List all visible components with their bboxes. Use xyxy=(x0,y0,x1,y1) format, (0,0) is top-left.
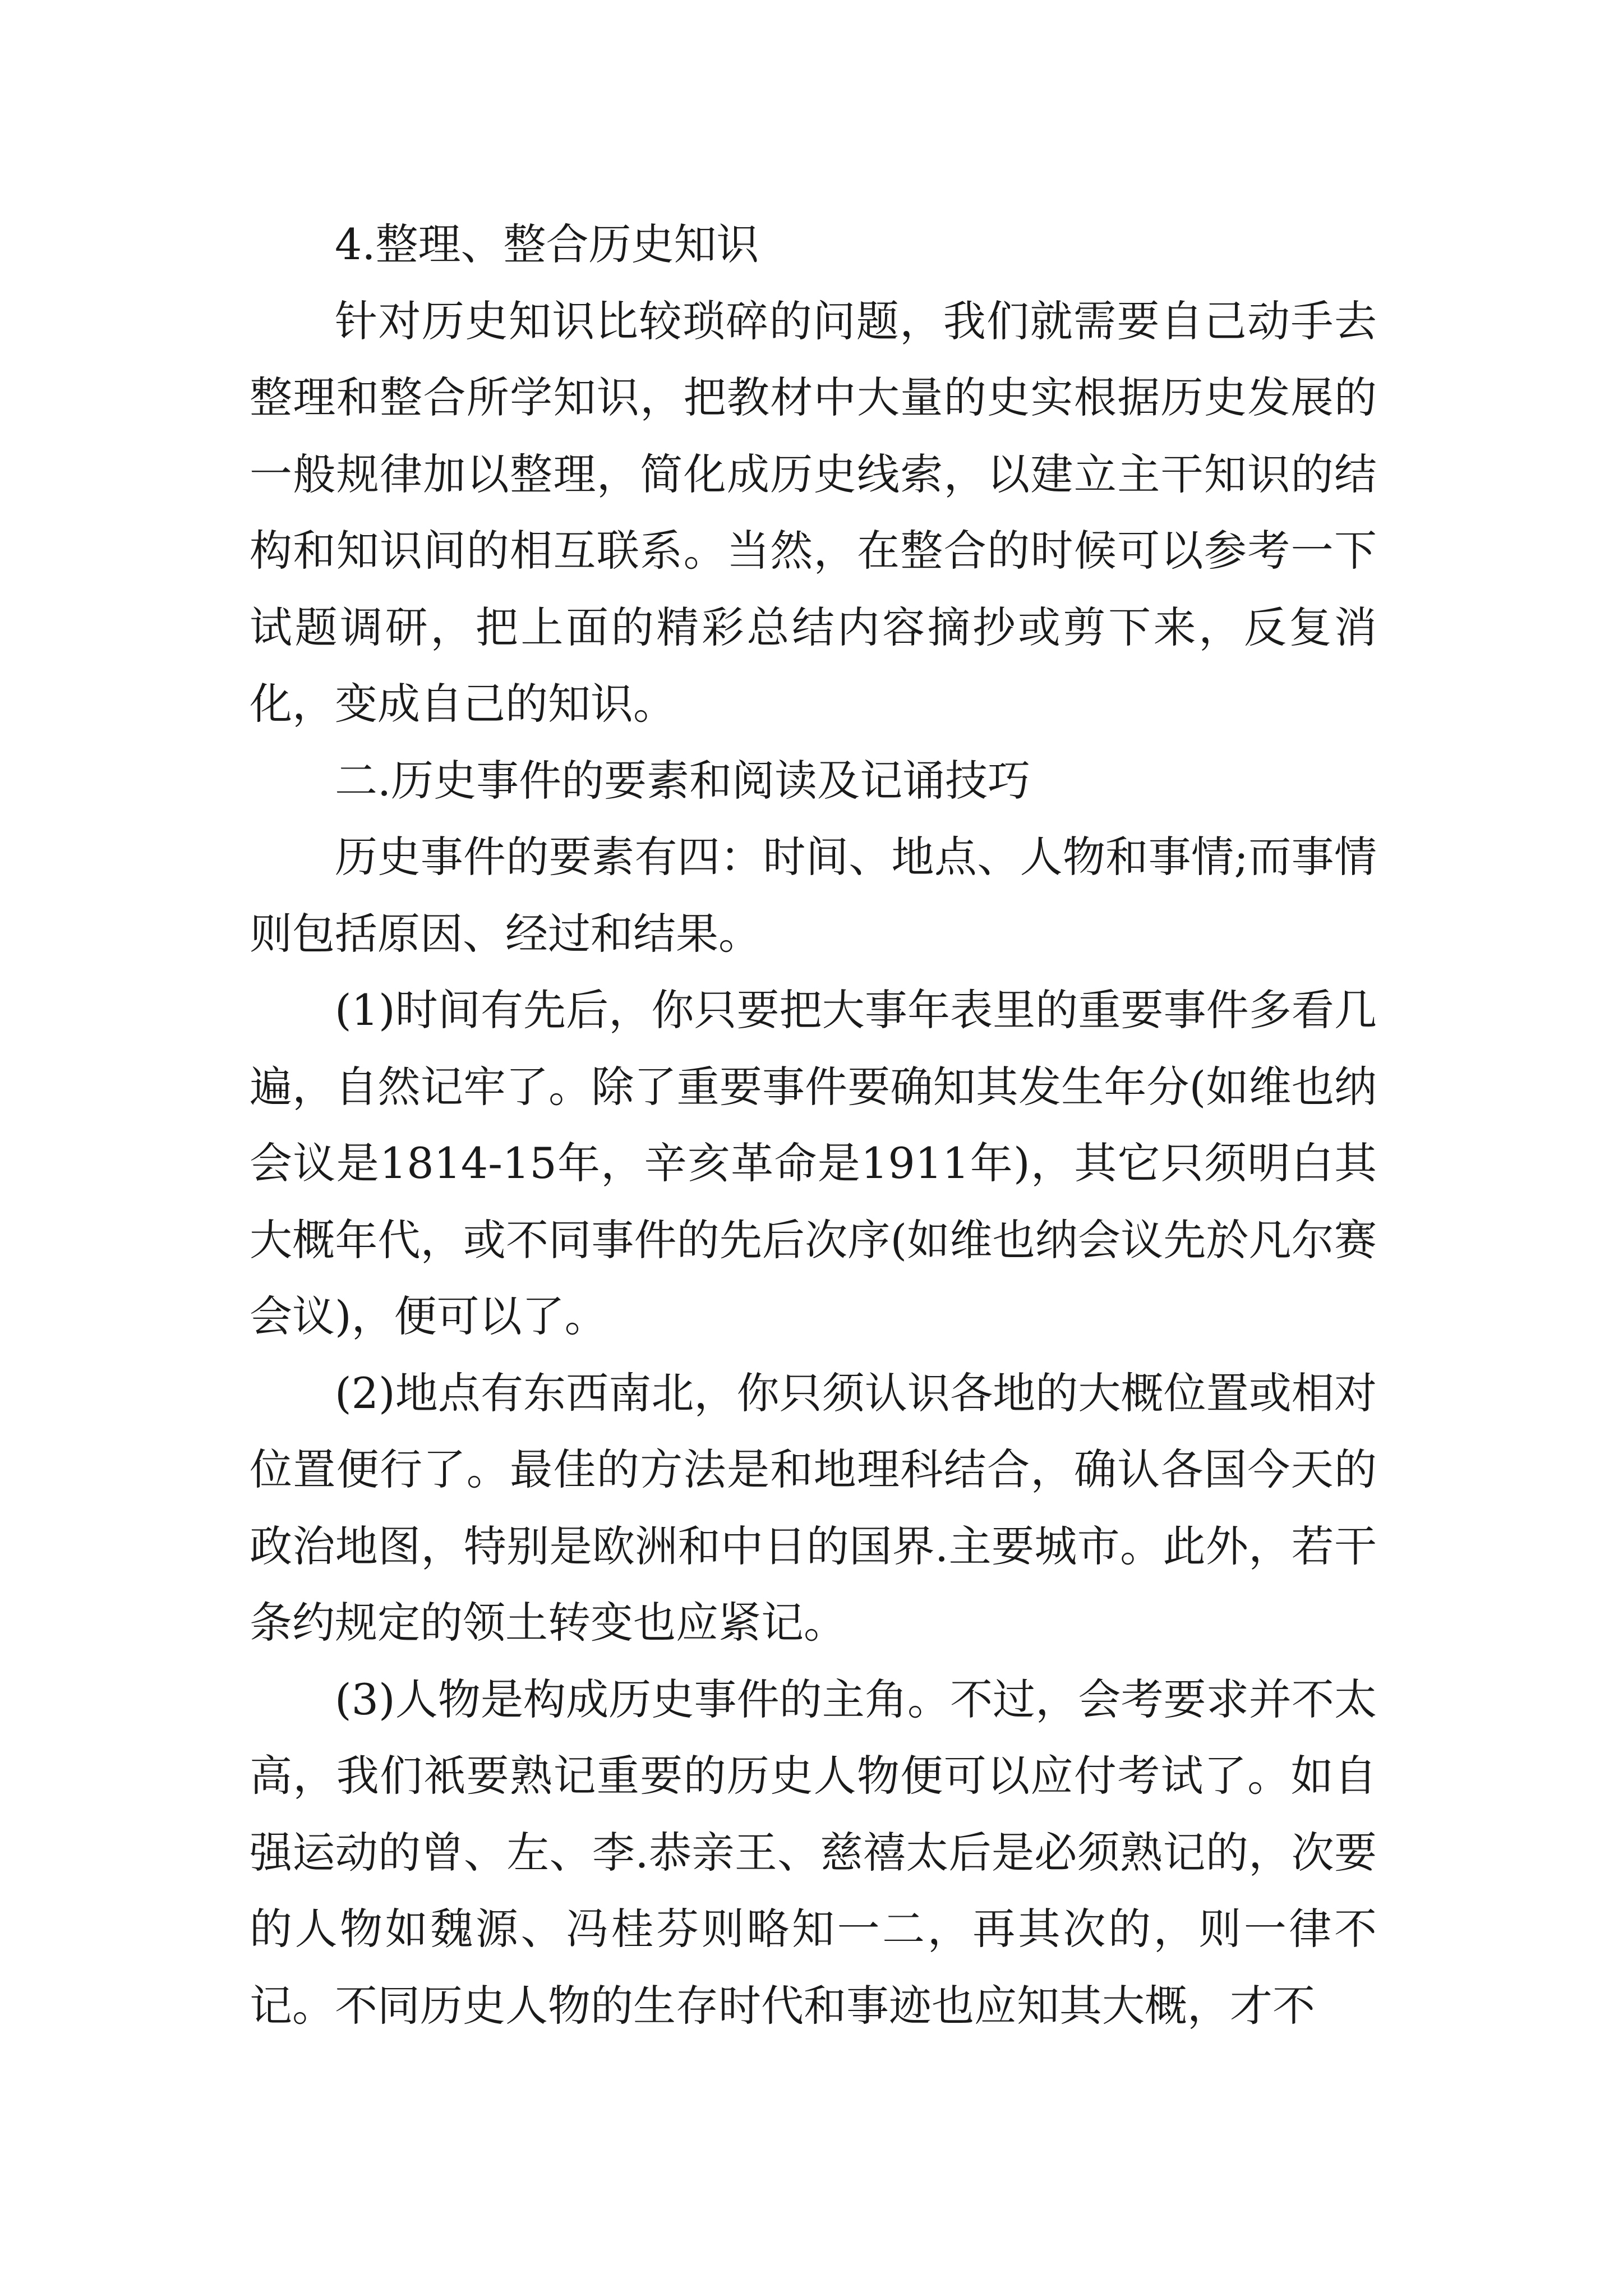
paragraph-time: (1)时间有先后，你只要把大事年表里的重要事件多看几遍，自然记牢了。除了重要事件要确知其发生年分(如维也纳会议是1814-15年，辛亥革命是1911年)，其它只须明白其大概年代，或不同事件的先后次序(如维也纳会议先於凡尔赛会议)，便可以了。 xyxy=(250,985,1377,1341)
paragraph-people: (3)人物是构成历史事件的主角。不过，会考要求并不太高，我们衹要熟记重要的历史人物便可以应付考试了。如自强运动的曾、左、李.恭亲王、慈禧太后是必须熟记的，次要的人物如魏源、冯桂芬则略知一二，再其次的，则一律不记。不同历史人物的生存时代和事迹也应知其大概，才不 xyxy=(250,1674,1377,2031)
paragraph-event-elements: 历史事件的要素有四：时间、地点、人物和事情;而事情则包括原因、经过和结果。 xyxy=(250,832,1377,959)
paragraph-place: (2)地点有东西南北，你只须认识各地的大概位置或相对位置便行了。最佳的方法是和地理科结合，确认各国今天的政治地图，特别是欧洲和中日的国界.主要城市。此外，若干条约规定的领土转变也应紧记。 xyxy=(250,1368,1377,1648)
paragraph-organize-knowledge: 针对历史知识比较琐碎的问题，我们就需要自己动手去整理和整合所学知识，把教材中大量的史实根据历史发展的一般规律加以整理，简化成历史线索，以建立主干知识的结构和知识间的相互联系。当然，在整合的时候可以参考一下试题调研，把上面的精彩总结内容摘抄或剪下来，反复消化，变成自己的知识。 xyxy=(250,296,1377,729)
section-heading-event-elements: 二.历史事件的要素和阅读及记诵技巧 xyxy=(335,755,1031,806)
section-heading-organize-knowledge: 4.整理、整合历史知识 xyxy=(335,219,759,269)
document-body xyxy=(250,206,1377,2044)
